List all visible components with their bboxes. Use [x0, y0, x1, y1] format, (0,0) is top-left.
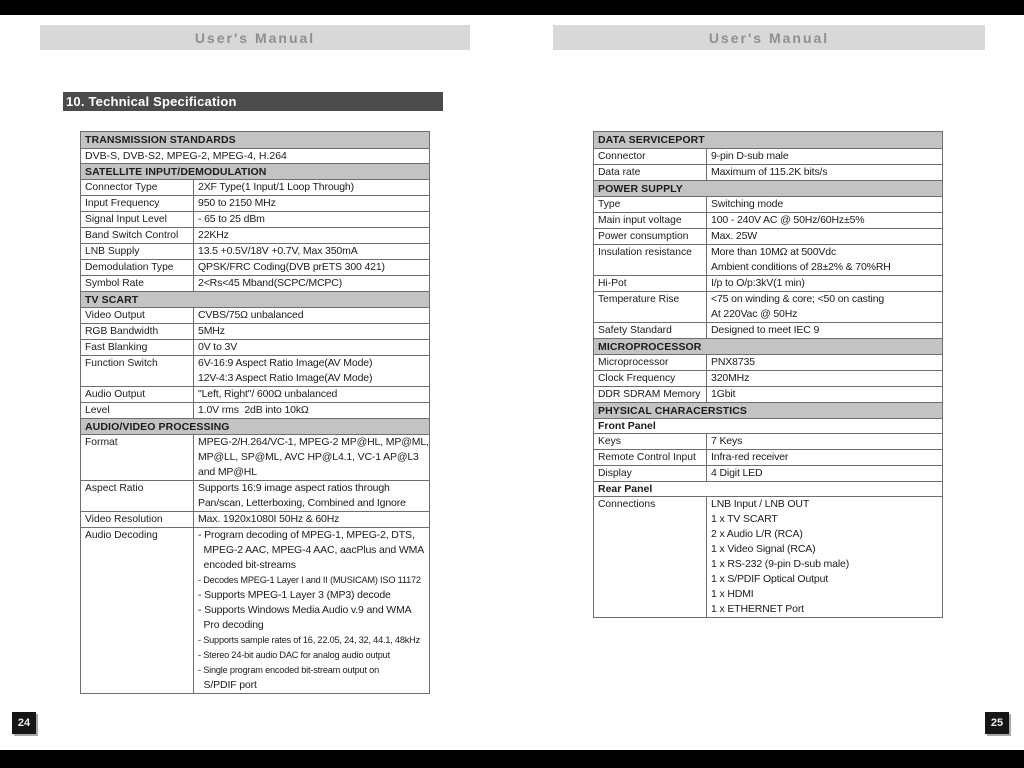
spec-row	[81, 434, 429, 480]
spec-row	[594, 275, 942, 291]
spec-value-cell	[194, 228, 429, 243]
spec-label-cell: Symbol Rate	[81, 276, 194, 291]
spec-value-line: 1 x HDMI	[711, 588, 754, 600]
spec-value-line: - 65 to 25 dBm	[198, 213, 265, 225]
spec-value-cell	[194, 340, 429, 355]
spec-label-cell: Microprocessor	[594, 355, 707, 370]
spec-value-line: - Supports Windows Media Audio v.9 and WMA	[198, 604, 412, 616]
spec-section-header: TRANSMISSION STANDARDS	[81, 132, 429, 148]
spec-value-line: 22KHz	[198, 229, 229, 241]
spec-row	[594, 291, 942, 322]
spec-value-line: At 220Vac @ 50Hz	[711, 308, 798, 320]
spec-row	[81, 179, 429, 195]
spec-label-cell: Video Output	[81, 308, 194, 323]
spec-value-line: Switching mode	[711, 198, 784, 210]
spec-value-line: 2<Rs<45 Mband(SCPC/MCPC)	[198, 277, 343, 289]
page-number-25: 25	[985, 712, 1009, 734]
spec-section-header: MICROPROCESSOR	[594, 338, 942, 354]
spec-row	[81, 195, 429, 211]
spec-value-line: <75 on winding & core; <50 on casting	[711, 293, 885, 305]
spec-row	[594, 244, 942, 275]
spec-value-line: 2XF Type(1 Input/1 Loop Through)	[198, 181, 354, 193]
spec-row	[81, 480, 429, 511]
spec-value-line: 5MHz	[198, 325, 225, 337]
spec-value-cell	[707, 466, 942, 481]
spec-value-line: Max. 1920x1080I 50Hz & 60Hz	[198, 513, 340, 525]
page-right-header-banner	[553, 25, 985, 50]
spec-value-cell	[194, 212, 429, 227]
spec-label-cell: Signal Input Level	[81, 212, 194, 227]
spec-row	[81, 386, 429, 402]
spec-value-line: Ambient conditions of 28±2% & 70%RH	[711, 261, 891, 273]
spec-value-line: and MP@HL	[198, 466, 257, 478]
spec-row	[594, 465, 942, 481]
spec-label-cell: Audio Decoding	[81, 528, 194, 693]
bottom-black-bar	[0, 750, 1024, 768]
spec-value-line: 1Gbit	[711, 388, 736, 400]
spec-row	[594, 148, 942, 164]
spec-row	[81, 355, 429, 386]
section-title: 10. Technical Specification	[66, 94, 237, 109]
spec-value-line: 100 - 240V AC @ 50Hz/60Hz±5%	[711, 214, 865, 226]
spec-value-line: - Program decoding of MPEG-1, MPEG-2, DTS,	[198, 529, 415, 541]
spec-value-line: PNX8735	[711, 356, 755, 368]
spec-value-cell	[194, 435, 429, 480]
section-title-bar	[63, 92, 443, 111]
spec-value-line: encoded bit-streams	[198, 559, 296, 571]
spec-value-line: S/PDIF port	[198, 679, 257, 691]
spec-section-header: POWER SUPPLY	[594, 180, 942, 196]
spec-value-cell	[707, 292, 942, 322]
spec-value-cell	[707, 323, 942, 338]
spec-value-line: - Supports sample rates of 16, 22.05, 24, 32, 44.1, 48kHz	[198, 635, 420, 645]
spec-value-cell	[194, 180, 429, 195]
spec-row	[81, 259, 429, 275]
spec-value-line: 1 x Video Signal (RCA)	[711, 543, 816, 555]
spec-label-cell: Clock Frequency	[594, 371, 707, 386]
spec-full-row: DVB-S, DVB-S2, MPEG-2, MPEG-4, H.264	[81, 148, 429, 163]
spec-value-line: - Single program encoded bit-stream output on	[198, 665, 379, 675]
spec-label-cell: Audio Output	[81, 387, 194, 402]
spec-value-line: MPEG-2/H.264/VC-1, MPEG-2 MP@HL, MP@ML,	[198, 436, 429, 448]
spec-value-line: - Stereo 24-bit audio DAC for analog audio output	[198, 650, 390, 660]
spec-row	[81, 323, 429, 339]
spec-value-line: LNB Input / LNB OUT	[711, 498, 810, 510]
spec-value-cell	[194, 403, 429, 418]
spec-value-line: More than 10MΩ at 500Vdc	[711, 246, 837, 258]
spec-label-cell: Hi-Pot	[594, 276, 707, 291]
spec-value-cell	[707, 229, 942, 244]
spec-value-cell	[707, 197, 942, 212]
page-number-24: 24	[12, 712, 36, 734]
spec-section-header: SATELLITE INPUT/DEMODULATION	[81, 163, 429, 179]
spec-label-cell: Keys	[594, 434, 707, 449]
spec-value-cell	[194, 356, 429, 386]
spec-subheader-row: Rear Panel	[594, 481, 942, 496]
spec-value-line: Designed to meet IEC 9	[711, 324, 820, 336]
spec-table-left	[80, 131, 430, 694]
spec-label-cell: Connector Type	[81, 180, 194, 195]
spec-label-cell: Display	[594, 466, 707, 481]
spec-value-line: 13.5 +0.5V/18V +0.7V, Max 350mA	[198, 245, 358, 257]
spec-value-line: Pan/scan, Letterboxing, Combined and Ignore	[198, 497, 406, 509]
spec-value-line: - Decodes MPEG-1 Layer I and II (MUSICAM) ISO 11172	[198, 575, 421, 585]
spec-value-cell	[194, 260, 429, 275]
spec-label-cell: Connections	[594, 497, 707, 617]
spec-value-line: MPEG-2 AAC, MPEG-4 AAC, aacPlus and WMA	[198, 544, 425, 556]
spec-section-header: AUDIO/VIDEO PROCESSING	[81, 418, 429, 434]
spec-value-line: QPSK/FRC Coding(DVB prETS 300 421)	[198, 261, 385, 273]
spec-value-cell	[194, 387, 429, 402]
spec-value-cell	[707, 149, 942, 164]
spec-value-line: 320MHz	[711, 372, 750, 384]
spec-value-line: Pro decoding	[198, 619, 264, 631]
spec-label-cell: Video Resolution	[81, 512, 194, 527]
spec-label-cell: Main input voltage	[594, 213, 707, 228]
spec-value-line: 7 Keys	[711, 435, 743, 447]
spec-label-cell: Connector	[594, 149, 707, 164]
spec-label-cell: Format	[81, 435, 194, 480]
spec-value-cell	[194, 481, 429, 511]
spec-value-line: Infra-red receiver	[711, 451, 789, 463]
spec-value-cell	[707, 371, 942, 386]
spec-row	[81, 339, 429, 355]
page-left-header-title: User's Manual	[194, 29, 316, 46]
spec-value-cell	[194, 528, 429, 693]
spec-row	[81, 243, 429, 259]
spec-row	[594, 228, 942, 244]
top-black-bar	[0, 0, 1024, 15]
spec-row	[594, 449, 942, 465]
spec-value-cell	[194, 244, 429, 259]
spec-value-cell	[707, 434, 942, 449]
spec-row	[594, 196, 942, 212]
spec-label-cell: Function Switch	[81, 356, 194, 386]
spec-row	[594, 386, 942, 402]
spec-row	[594, 212, 942, 228]
spec-value-line: "Left, Right"/ 600Ω unbalanced	[198, 388, 338, 400]
spec-value-line: 1 x ETHERNET Port	[711, 603, 804, 615]
spec-row	[81, 511, 429, 527]
spec-value-line: 950 to 2150 MHz	[198, 197, 276, 209]
spec-value-cell	[194, 512, 429, 527]
spec-value-line: 1 x TV SCART	[711, 513, 778, 525]
spec-label-cell: LNB Supply	[81, 244, 194, 259]
spec-value-cell	[194, 308, 429, 323]
spec-value-line: 4 Digit LED	[711, 467, 763, 479]
spec-section-header: PHYSICAL CHARACERSTICS	[594, 402, 942, 418]
spec-value-cell	[707, 355, 942, 370]
spec-value-cell	[707, 213, 942, 228]
spec-value-cell	[194, 276, 429, 291]
spec-label-cell: DDR SDRAM Memory	[594, 387, 707, 402]
spec-value-line: Maximum of 115.2K bits/s	[711, 166, 828, 178]
spec-section-header: DATA SERVICEPORT	[594, 132, 942, 148]
spec-label-cell: Band Switch Control	[81, 228, 194, 243]
spec-label-cell: Input Frequency	[81, 196, 194, 211]
spec-row	[594, 496, 942, 617]
spec-label-cell: Remote Control Input	[594, 450, 707, 465]
spec-value-line: 1 x RS-232 (9-pin D-sub male)	[711, 558, 850, 570]
spec-row	[594, 322, 942, 338]
spec-value-cell	[707, 245, 942, 275]
page-right-header-title: User's Manual	[708, 29, 830, 46]
spec-row	[594, 164, 942, 180]
spec-value-cell	[707, 165, 942, 180]
spec-value-line: 9-pin D-sub male	[711, 150, 789, 162]
spec-subheader-row: Front Panel	[594, 418, 942, 433]
spec-label-cell: Type	[594, 197, 707, 212]
spec-value-cell	[194, 324, 429, 339]
spec-value-line: CVBS/75Ω unbalanced	[198, 309, 304, 321]
spec-label-cell: Temperature Rise	[594, 292, 707, 322]
page-left-header-banner	[40, 25, 470, 50]
spec-value-line: - Supports MPEG-1 Layer 3 (MP3) decode	[198, 589, 391, 601]
spec-label-cell: Data rate	[594, 165, 707, 180]
spec-row	[594, 370, 942, 386]
spec-value-cell	[707, 276, 942, 291]
spec-value-cell	[707, 497, 942, 617]
spec-row	[81, 227, 429, 243]
spec-row	[81, 211, 429, 227]
spec-value-line: Max. 25W	[711, 230, 758, 242]
spec-value-line: MP@LL, SP@ML, AVC HP@L4.1, VC-1 AP@L3	[198, 451, 419, 463]
spec-value-line: 2 x Audio L/R (RCA)	[711, 528, 803, 540]
spec-label-cell: Fast Blanking	[81, 340, 194, 355]
spec-row	[81, 527, 429, 693]
spec-section-header: TV SCART	[81, 291, 429, 307]
spec-table-right	[593, 131, 943, 618]
spec-value-cell	[707, 450, 942, 465]
spec-row	[81, 307, 429, 323]
spec-label-cell: Aspect Ratio	[81, 481, 194, 511]
spec-label-cell: Demodulation Type	[81, 260, 194, 275]
spec-value-line: I/p to O/p:3kV(1 min)	[711, 277, 805, 289]
spec-value-line: 12V-4:3 Aspect Ratio Image(AV Mode)	[198, 372, 373, 384]
spec-row	[81, 402, 429, 418]
spec-label-cell: RGB Bandwidth	[81, 324, 194, 339]
spec-label-cell: Level	[81, 403, 194, 418]
spec-label-cell: Power consumption	[594, 229, 707, 244]
spec-value-line: 1 x S/PDIF Optical Output	[711, 573, 829, 585]
spec-value-cell	[707, 387, 942, 402]
spec-row	[594, 354, 942, 370]
spec-value-line: 6V-16:9 Aspect Ratio Image(AV Mode)	[198, 357, 373, 369]
spec-row	[81, 275, 429, 291]
spec-value-line: 1.0V rms 2dB into 10kΩ	[198, 404, 309, 416]
spec-label-cell: Insulation resistance	[594, 245, 707, 275]
spec-row	[594, 433, 942, 449]
spec-value-cell	[194, 196, 429, 211]
spec-label-cell: Safety Standard	[594, 323, 707, 338]
spec-value-line: 0V to 3V	[198, 341, 238, 353]
spec-value-line: Supports 16:9 image aspect ratios through	[198, 482, 390, 494]
